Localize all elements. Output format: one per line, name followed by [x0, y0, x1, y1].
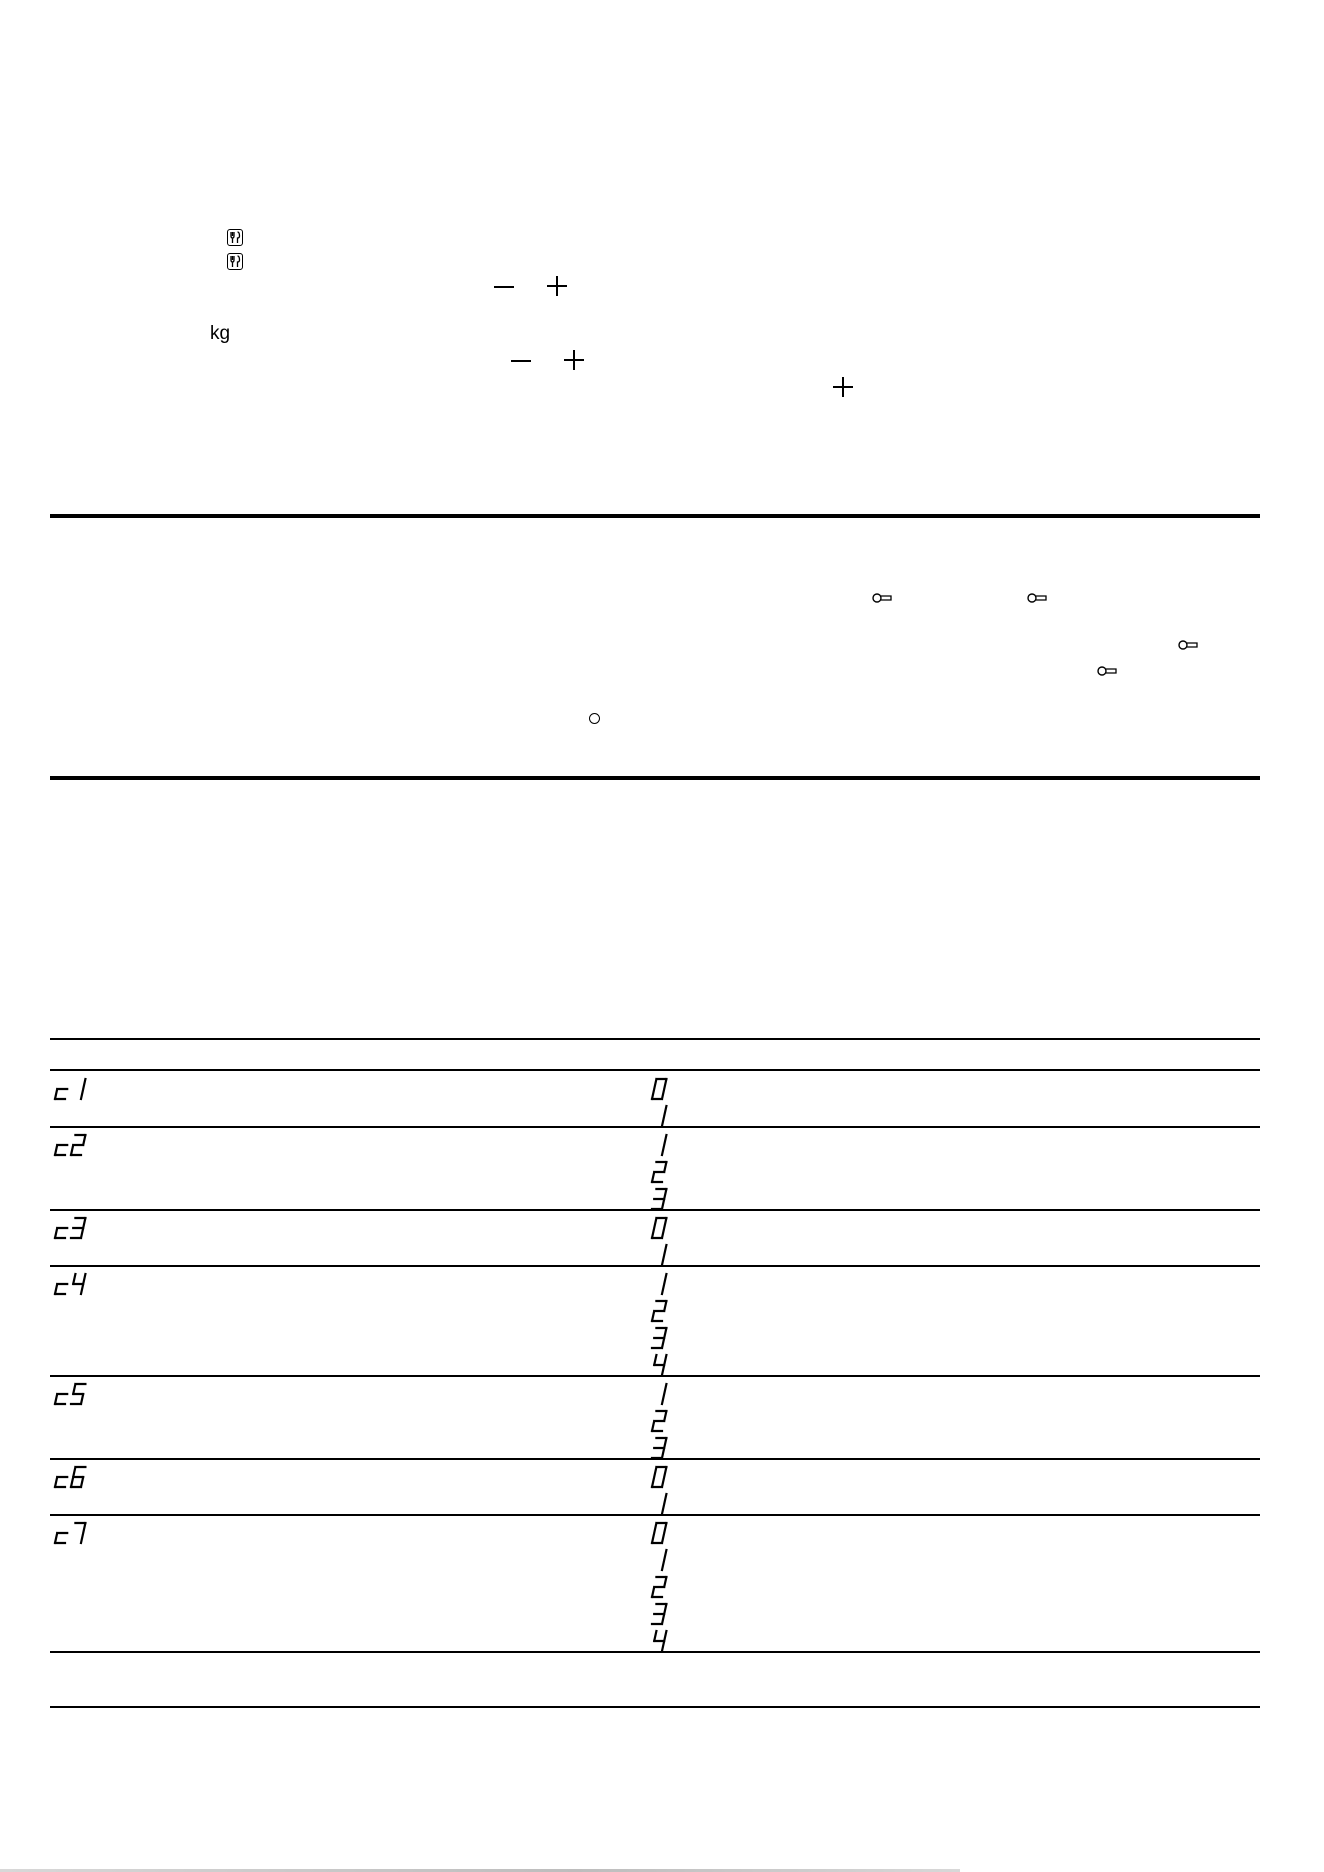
setting-value	[651, 1383, 673, 1405]
setting-code	[54, 1078, 92, 1100]
meat-probe-icon	[872, 591, 892, 609]
setting-value	[651, 1188, 673, 1210]
row-divider	[50, 1458, 1260, 1460]
setting-value	[651, 1466, 673, 1488]
setting-value	[651, 1078, 673, 1100]
setting-value	[651, 1105, 673, 1127]
row-divider	[50, 1651, 1260, 1653]
setting-value	[651, 1327, 673, 1349]
setting-value	[651, 1410, 673, 1432]
setting-value	[651, 1300, 673, 1322]
table-header-line	[50, 1069, 1260, 1071]
unit-kg: kg	[210, 323, 231, 344]
setting-value	[651, 1603, 673, 1625]
plus-icon	[547, 276, 567, 296]
setting-value	[651, 1549, 673, 1571]
setting-value	[651, 1493, 673, 1515]
meat-probe-icon	[1097, 664, 1117, 682]
section-divider	[50, 514, 1260, 518]
setting-code	[54, 1217, 92, 1239]
plus-icon	[833, 377, 853, 397]
meat-probe-icon	[1178, 638, 1198, 656]
cutlery-icon	[227, 229, 243, 246]
setting-value	[651, 1217, 673, 1239]
setting-code	[54, 1383, 92, 1405]
setting-value	[651, 1244, 673, 1266]
row-divider	[50, 1514, 1260, 1516]
row-divider	[50, 1209, 1260, 1211]
setting-value	[651, 1576, 673, 1598]
setting-value	[651, 1522, 673, 1544]
setting-code	[54, 1466, 92, 1488]
section-divider	[50, 776, 1260, 780]
setting-value	[651, 1437, 673, 1459]
meat-probe-icon	[1027, 591, 1047, 609]
setting-value	[651, 1273, 673, 1295]
row-divider	[50, 1265, 1260, 1267]
table-top-line	[50, 1038, 1260, 1040]
setting-value	[651, 1161, 673, 1183]
setting-value	[651, 1354, 673, 1376]
row-divider	[50, 1375, 1260, 1377]
setting-value	[651, 1134, 673, 1156]
setting-code	[54, 1273, 92, 1295]
setting-value	[651, 1630, 673, 1652]
minus-icon	[494, 286, 514, 288]
minus-icon	[511, 360, 531, 362]
circle-icon	[589, 713, 600, 724]
setting-code	[54, 1522, 92, 1544]
plus-icon	[564, 350, 584, 370]
cutlery-icon	[227, 253, 243, 270]
table-bottom-line	[50, 1706, 1260, 1708]
setting-code	[54, 1134, 92, 1156]
row-divider	[50, 1126, 1260, 1128]
